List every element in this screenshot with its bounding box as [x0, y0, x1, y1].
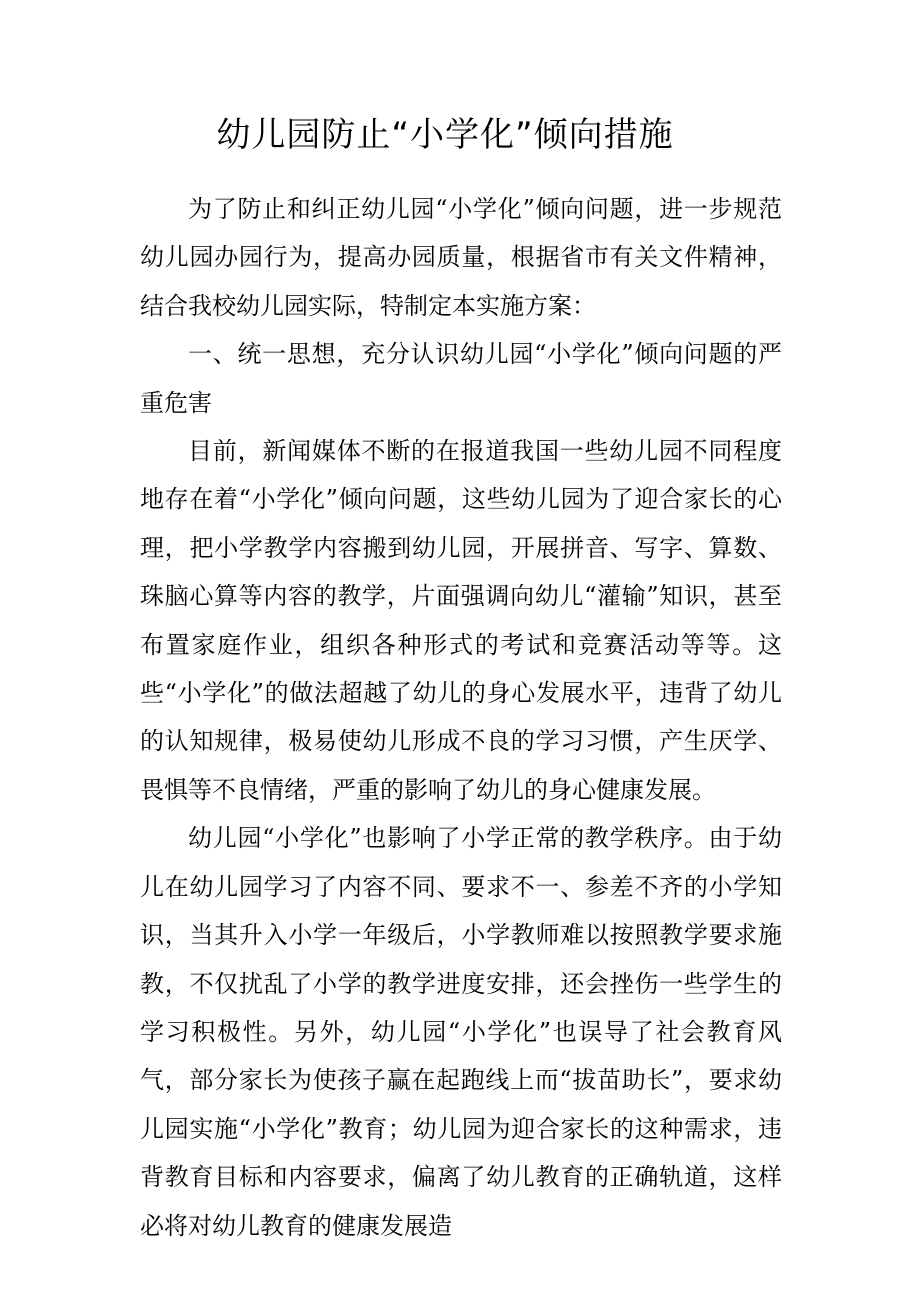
document-body — [140, 185, 782, 1250]
document-title: 幼儿园防止“小学化”倾向措施 — [216, 115, 674, 155]
paragraph-intro: 为了防止和纠正幼儿园“小学化”倾向问题，进一步规范幼儿园办园行为，提高办园质量，根据省市有关文件精神，结合我校幼儿园实际，特制定本实施方案： — [140, 195, 782, 320]
paragraph-current-situation: 目前，新闻媒体不断的在报道我国一些幼儿园不同程度地存在着“小学化”倾向问题，这些幼儿园为了迎合家长的心理，把小学教学内容搬到幼儿园，开展拼音、写字、算数、珠脑心算等内容的教学，片面强调向幼儿“灌输”知识，甚至布置家庭作业，组织各种形式的考试和竞赛活动等等。这些“小学化”的做法超越了幼儿的身心发展水平，违背了幼儿的认知规律，极易使幼儿形成不良的学习习惯，产生厌学、畏惧等不良情绪，严重的影响了幼儿的身心健康发展。 — [140, 437, 782, 804]
paragraph-impact: 幼儿园“小学化”也影响了小学正常的教学秩序。由于幼儿在幼儿园学习了内容不同、要求不一、参差不齐的小学知识，当其升入小学一年级后，小学教师难以按照教学要求施教，不仅扰乱了小学的教学进度安排，还会挫伤一些学生的学习积极性。另外，幼儿园“小学化”也误导了社会教育风气，部分家长为使孩子赢在起跑线上而“拔苗助长”，要求幼儿园实施“小学化”教育；幼儿园为迎合家长的这种需求，违背教育目标和内容要求，偏离了幼儿教育的正确轨道，这样必将对幼儿教育的健康发展造 — [140, 824, 782, 1240]
section-heading-1: 一、统一思想，充分认识幼儿园“小学化”倾向问题的严重危害 — [140, 340, 782, 417]
